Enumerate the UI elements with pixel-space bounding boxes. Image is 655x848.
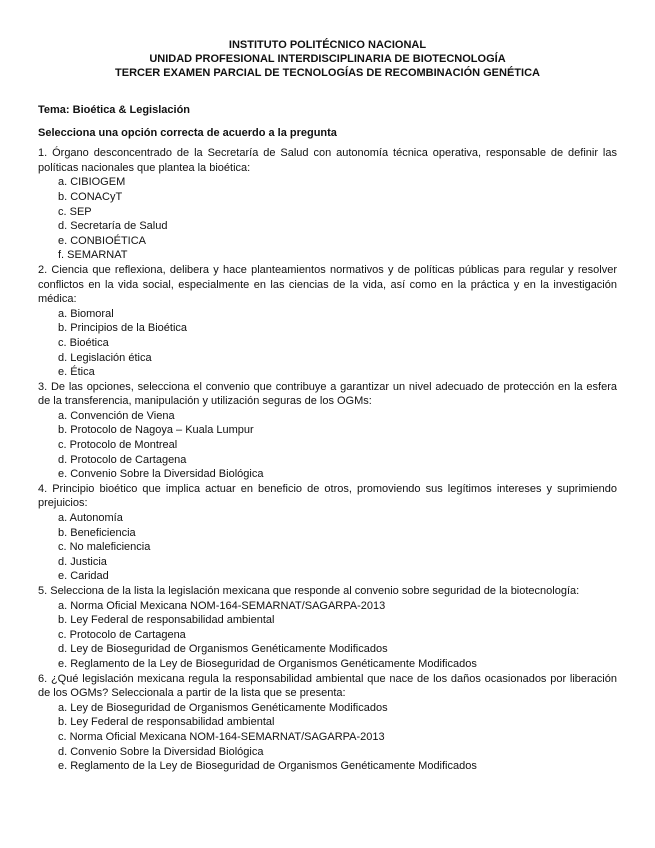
- option-a[interactable]: a. CIBIOGEM: [58, 176, 126, 189]
- option-b[interactable]: b. Principios de la Bioética: [58, 322, 188, 335]
- question-text: 6. ¿Qué legislación mexicana regula la responsabilidad ambiental que nace de los daños ocasionados por liberación de los OGMs? Seleccionala a partir de la lista que se presenta:: [38, 672, 617, 700]
- option-d[interactable]: d. Secretaría de Salud: [58, 220, 168, 233]
- options-list: [38, 307, 617, 380]
- option-a[interactable]: a. Ley de Bioseguridad de Organismos Genéticamente Modificados: [58, 701, 388, 714]
- question-5: [38, 584, 617, 672]
- question-3: [38, 380, 617, 482]
- options-list: [38, 599, 617, 672]
- option-a[interactable]: a. Autonomía: [58, 512, 123, 525]
- option-d[interactable]: d. Ley de Bioseguridad de Organismos Genéticamente Modificados: [58, 643, 388, 656]
- option-e[interactable]: e. Ética: [58, 366, 95, 379]
- institution-name: INSTITUTO POLITÉCNICO NACIONAL: [228, 39, 427, 51]
- option-c[interactable]: c. No maleficiencia: [58, 541, 151, 554]
- question-text: 5. Selecciona de la lista la legislación mexicana que responde al convenio sobre seguridad de la biotecnología:: [38, 585, 580, 597]
- question-2: [38, 263, 617, 380]
- option-e[interactable]: e. Caridad: [58, 570, 109, 583]
- option-c[interactable]: c. Protocolo de Cartagena: [58, 628, 186, 641]
- option-a[interactable]: a. Biomoral: [58, 307, 114, 320]
- question-text: 3. De las opciones, selecciona el convenio que contribuye a garantizar un nivel adecuado de protección en la esfera de la transferencia, manipulación y utilización seguras de los OGMs:: [38, 380, 617, 408]
- option-a[interactable]: a. Norma Oficial Mexicana NOM-164-SEMARNAT/SAGARPA-2013: [58, 599, 386, 612]
- option-b[interactable]: b. Ley Federal de responsabilidad ambiental: [58, 716, 275, 729]
- exam-title: TERCER EXAMEN PARCIAL DE TECNOLOGÍAS DE RECOMBINACIÓN GENÉTICA: [115, 67, 540, 79]
- options-list: [38, 175, 617, 263]
- question-6: [38, 672, 617, 774]
- exam-topic: Tema: Bioética & Legislación: [38, 104, 191, 116]
- option-e[interactable]: e. Reglamento de la Ley de Bioseguridad de Organismos Genéticamente Modificados: [58, 760, 477, 773]
- option-c[interactable]: c. Bioética: [58, 336, 109, 349]
- option-e[interactable]: e. CONBIOÉTICA: [58, 234, 147, 247]
- option-c[interactable]: c. Protocolo de Montreal: [58, 439, 178, 452]
- option-d[interactable]: d. Convenio Sobre la Diversidad Biológica: [58, 745, 264, 758]
- question-text: 4. Principio bioético que implica actuar en beneficio de otros, promoviendo sus legítimos intereses y suprimiendo prejuicios:: [38, 482, 617, 510]
- option-b[interactable]: b. Protocolo de Nagoya – Kuala Lumpur: [58, 424, 254, 437]
- question-1: [38, 146, 617, 263]
- option-e[interactable]: e. Reglamento de la Ley de Bioseguridad de Organismos Genéticamente Modificados: [58, 657, 477, 670]
- option-b[interactable]: b. CONACyT: [58, 190, 123, 203]
- question-text: 1. Órgano desconcentrado de la Secretaría de Salud con autonomía técnica operativa, responsable de definir las políticas nacionales que plantea la bioética:: [38, 147, 617, 174]
- option-a[interactable]: a. Convención de Viena: [58, 409, 175, 422]
- document-header: [38, 38, 617, 80]
- question-text: 2. Ciencia que reflexiona, delibera y hace planteamientos normativos y de políticas públicas para regular y resolver conflictos en la vida social, especialmente en las ciencias de la vida, así como en la práctica y en la investigación médica:: [38, 263, 617, 306]
- exam-instruction: Selecciona una opción correcta de acuerdo a la pregunta: [38, 126, 337, 139]
- option-d[interactable]: d. Legislación ética: [58, 351, 152, 364]
- option-d[interactable]: d. Justicia: [58, 555, 107, 568]
- option-b[interactable]: b. Beneficiencia: [58, 526, 136, 539]
- unit-name: UNIDAD PROFESIONAL INTERDISCIPLINARIA DE BIOTECNOLOGÍA: [149, 53, 506, 65]
- question-4: [38, 482, 617, 584]
- options-list: [38, 511, 617, 584]
- options-list: [38, 701, 617, 774]
- option-c[interactable]: c. SEP: [58, 205, 92, 218]
- option-d[interactable]: d. Protocolo de Cartagena: [58, 453, 187, 466]
- option-c[interactable]: c. Norma Oficial Mexicana NOM-164-SEMARNAT/SAGARPA-2013: [58, 730, 385, 743]
- questions-list: [38, 146, 617, 774]
- options-list: [38, 409, 617, 482]
- option-e[interactable]: e. Convenio Sobre la Diversidad Biológica: [58, 468, 264, 481]
- option-b[interactable]: b. Ley Federal de responsabilidad ambiental: [58, 614, 275, 627]
- option-f[interactable]: f. SEMARNAT: [58, 249, 128, 262]
